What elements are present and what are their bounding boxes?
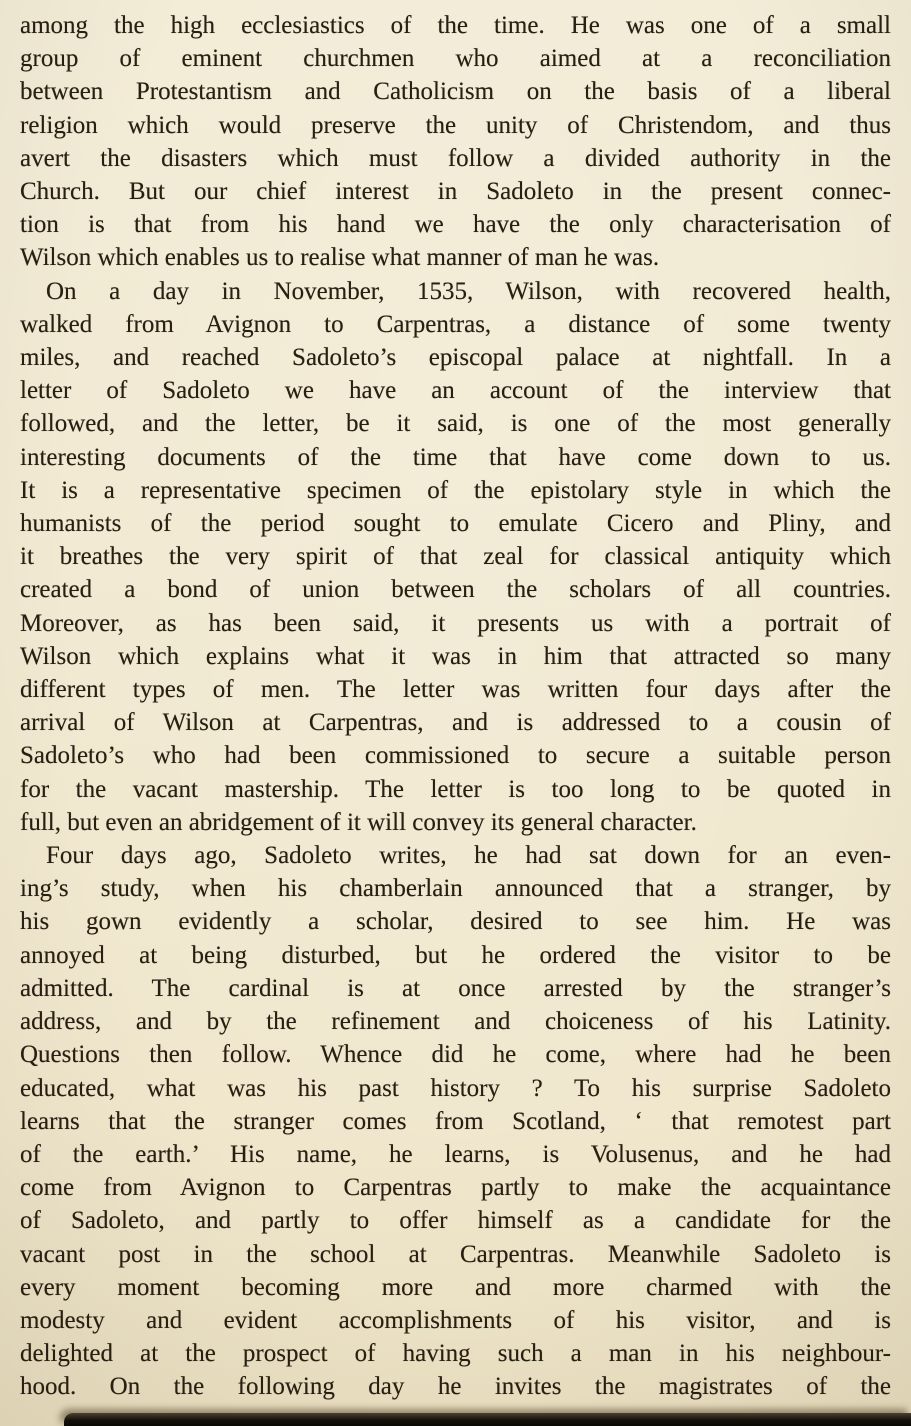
text-line: educated, what was his past history ? To his surprise Sadoleto [20, 1074, 891, 1102]
text-line: group of eminent churchmen who aimed at a reconciliation [20, 45, 891, 73]
text-line: learns that the stranger comes from Scotland, ‘ that remotest part [20, 1107, 891, 1135]
page-text [20, 9, 891, 1404]
text-line: come from Avignon to Carpentras partly to make the acquaintance [20, 1174, 891, 1202]
text-line: full, but even an abridgement of it will convey its general character. [20, 808, 697, 836]
text-line: it breathes the very spirit of that zeal for classical antiquity which [20, 543, 891, 571]
text-line: On a day in November, 1535, Wilson, with recovered health, [46, 277, 891, 305]
text-line: Wilson which explains what it was in him that attracted so many [20, 642, 891, 670]
text-line: different types of men. The letter was written four days after the [20, 676, 891, 704]
text-line: vacant post in the school at Carpentras. Meanwhile Sadoleto is [20, 1240, 891, 1268]
text-line: Moreover, as has been said, it presents us with a portrait of [20, 609, 891, 637]
text-line: Four days ago, Sadoleto writes, he had sat down for an even- [46, 842, 891, 870]
text-line: created a bond of union between the scholars of all countries. [20, 576, 891, 604]
text-line: Wilson which enables us to realise what manner of man he was. [20, 244, 660, 272]
text-line: among the high ecclesiastics of the time. He was one of a small [20, 12, 891, 39]
text-line: every moment becoming more and more charmed with the [20, 1273, 891, 1301]
text-line: walked from Avignon to Carpentras, a distance of some twenty [20, 310, 891, 338]
text-line: followed, and the letter, be it said, is one of the most generally [20, 410, 891, 438]
text-line: interesting documents of the time that have come down to us. [20, 443, 891, 471]
text-line: Questions then follow. Whence did he come, where had he been [20, 1041, 891, 1069]
text-line: It is a representative specimen of the epistolary style in which the [20, 476, 891, 504]
text-line: for the vacant mastership. The letter is too long to be quoted in [20, 775, 891, 803]
text-line: Sadoleto’s who had been commissioned to secure a suitable person [20, 742, 891, 770]
text-line: tion is that from his hand we have the only characterisation of [20, 211, 891, 239]
text-line: miles, and reached Sadoleto’s episcopal palace at nightfall. In a [20, 344, 891, 372]
text-line: avert the disasters which must follow a divided authority in the [20, 144, 891, 172]
text-line: delighted at the prospect of having such a man in his neighbour- [20, 1340, 891, 1368]
text-line: religion which would preserve the unity of Christendom, and thus [20, 111, 891, 139]
text-line: of the earth.’ His name, he learns, is Volusenus, and he had [20, 1140, 891, 1168]
text-line: his gown evidently a scholar, desired to see him. He was [20, 908, 891, 936]
text-line: of Sadoleto, and partly to offer himself as a candidate for the [20, 1207, 891, 1235]
scan-edge-shadow [64, 1413, 911, 1426]
text-line: Church. But our chief interest in Sadoleto in the present connec- [20, 178, 891, 206]
text-line: hood. On the following day he invites the magistrates of the [20, 1373, 891, 1401]
text-line: arrival of Wilson at Carpentras, and is addressed to a cousin of [20, 709, 891, 737]
text-line: modesty and evident accomplishments of his visitor, and is [20, 1306, 891, 1334]
text-line: address, and by the refinement and choiceness of his Latinity. [20, 1008, 891, 1036]
text-line: letter of Sadoleto we have an account of the interview that [20, 377, 891, 405]
text-line: admitted. The cardinal is at once arrested by the stranger’s [20, 974, 891, 1002]
text-line: annoyed at being disturbed, but he ordered the visitor to be [20, 941, 891, 969]
text-line: between Protestantism and Catholicism on the basis of a liberal [20, 78, 891, 106]
text-line: ing’s study, when his chamberlain announced that a stranger, by [20, 875, 891, 903]
text-line: humanists of the period sought to emulate Cicero and Pliny, and [20, 510, 891, 538]
